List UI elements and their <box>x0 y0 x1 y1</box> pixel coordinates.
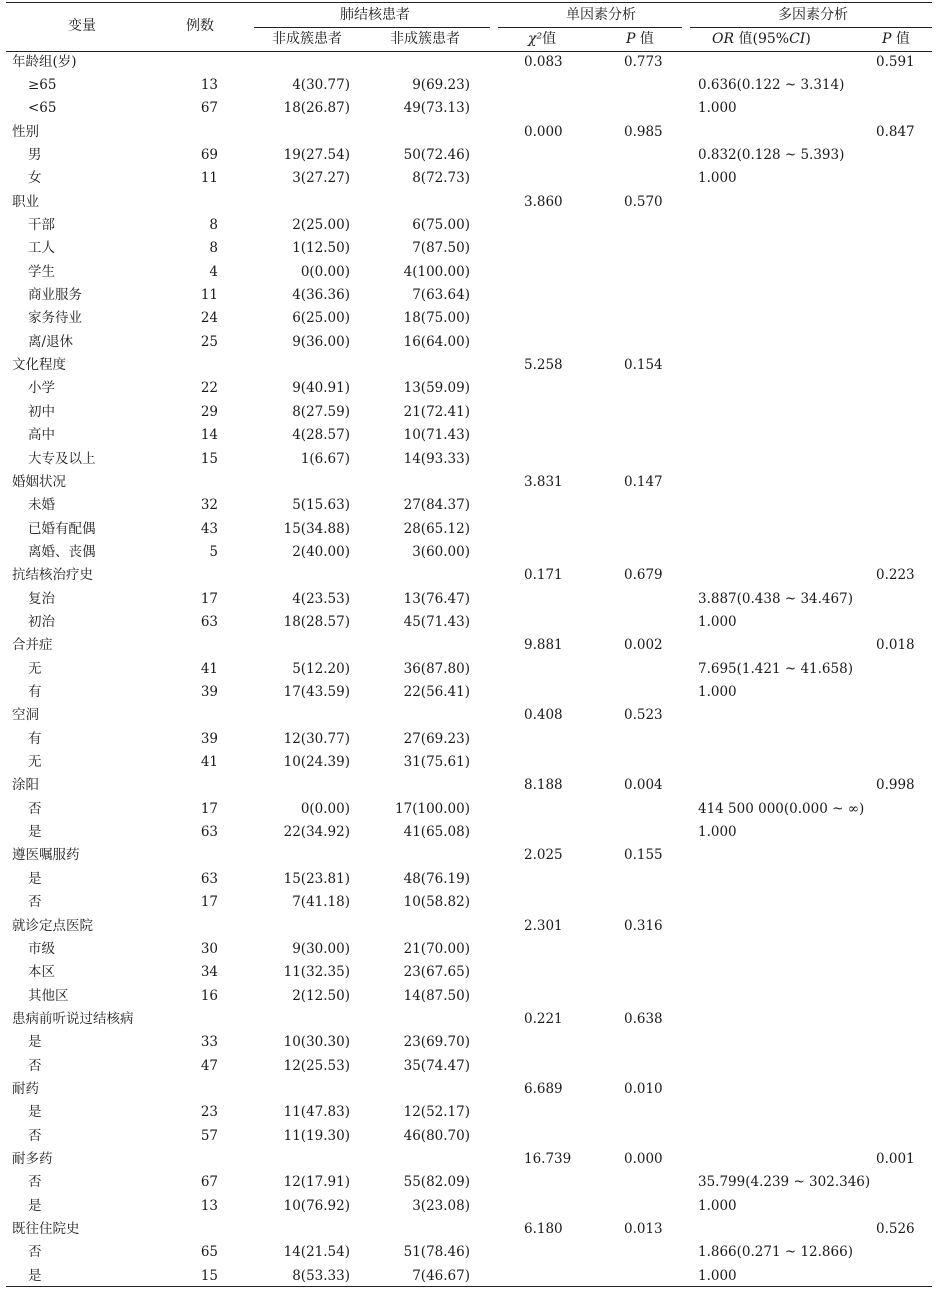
cell-cases: 69 <box>200 146 218 163</box>
table-row <box>6 751 932 774</box>
cell-group-a: 2(40.00) <box>292 543 350 560</box>
cell-or-ci: 3.887(0.438 ~ 34.467) <box>698 590 853 607</box>
cell-p-univariate: 0.154 <box>624 357 663 374</box>
cell-group-a: 11(32.35) <box>283 964 350 981</box>
cell-group-b: 7(46.67) <box>412 1267 470 1284</box>
table-row <box>6 1195 932 1218</box>
row-label: 离/退休 <box>28 333 74 350</box>
table-row <box>6 401 932 424</box>
cell-group-a: 9(40.91) <box>292 380 350 397</box>
cell-group-b: 27(84.37) <box>403 497 470 514</box>
cell-p-univariate: 0.002 <box>624 637 663 654</box>
cell-chi-square: 9.881 <box>524 637 563 654</box>
row-label: 初治 <box>28 613 55 630</box>
cell-cases: 65 <box>200 1244 218 1261</box>
cell-cases: 8 <box>209 217 218 233</box>
cell-or-ci: 1.000 <box>698 824 737 841</box>
row-label: 是 <box>28 1197 42 1214</box>
cell-cases: 13 <box>200 76 218 93</box>
row-label: 已婚有配偶 <box>28 520 96 537</box>
cell-group-b: 48(76.19) <box>403 870 470 887</box>
cell-p-univariate: 0.147 <box>624 473 663 490</box>
cell-group-a: 17(43.59) <box>283 684 350 700</box>
cell-cases: 23 <box>200 1104 218 1121</box>
cell-group-b: 7(87.50) <box>412 240 470 257</box>
header-col-b: 非成簇患者 <box>390 31 460 47</box>
cell-group-b: 55(82.09) <box>403 1174 470 1191</box>
cell-group-a: 15(34.88) <box>283 520 350 537</box>
cell-group-a: 9(30.00) <box>292 940 350 957</box>
cell-group-b: 8(72.73) <box>412 170 470 187</box>
multivariate-span-rule <box>690 27 932 28</box>
table-row <box>6 728 932 751</box>
cell-group-a: 18(26.87) <box>283 100 350 117</box>
cell-or-ci: 1.000 <box>698 100 737 117</box>
row-label: 既往住院史 <box>12 1221 80 1237</box>
cell-cases: 17 <box>200 894 218 911</box>
table-row <box>6 658 932 681</box>
cell-group-a: 4(23.53) <box>292 590 350 607</box>
header-or-ci: OR 值(95%CI) <box>712 31 811 47</box>
cell-cases: 41 <box>200 660 218 677</box>
cell-group-a: 18(28.57) <box>283 613 350 630</box>
cell-group-a: 3(27.27) <box>292 170 350 187</box>
cell-p-univariate: 0.523 <box>624 707 663 724</box>
cell-group-b: 3(60.00) <box>412 543 470 560</box>
cell-group-a: 8(53.33) <box>292 1267 350 1284</box>
cell-group-b: 18(75.00) <box>403 310 470 327</box>
row-label: ≥65 <box>28 76 57 93</box>
cell-cases: 13 <box>200 1197 218 1214</box>
table-row <box>6 1101 932 1124</box>
row-label: 是 <box>28 1034 42 1051</box>
cell-cases: 24 <box>200 310 218 327</box>
cell-group-a: 15(23.81) <box>283 870 350 887</box>
cell-p-univariate: 0.679 <box>624 567 663 584</box>
univariate-span-rule <box>498 27 682 28</box>
table-bottom-rule <box>6 1286 932 1287</box>
cell-cases: 33 <box>200 1034 218 1051</box>
header-variable: 变量 <box>68 18 96 34</box>
row-label: 婚姻状况 <box>12 473 66 490</box>
cell-group-a: 12(17.91) <box>283 1174 350 1191</box>
cell-group-b: 12(52.17) <box>403 1104 470 1121</box>
row-label: 无 <box>28 754 42 770</box>
row-label: 学生 <box>28 263 55 280</box>
cell-chi-square: 3.831 <box>524 473 563 490</box>
cell-p-univariate: 0.985 <box>624 123 663 140</box>
cell-chi-square: 16.739 <box>524 1151 572 1167</box>
cell-p-multivariate: 0.998 <box>876 777 915 794</box>
table-row <box>6 377 932 400</box>
table-row <box>6 1265 932 1288</box>
cell-group-a: 14(21.54) <box>283 1244 350 1261</box>
cell-or-ci: 0.636(0.122 ~ 3.314) <box>698 76 845 93</box>
cell-cases: 22 <box>200 380 218 397</box>
cell-cases: 14 <box>200 427 218 444</box>
table-row <box>6 74 932 97</box>
row-label: 否 <box>28 1057 42 1074</box>
row-label: 高中 <box>28 427 55 444</box>
header-univariate: 单因素分析 <box>566 7 636 23</box>
table-row <box>6 51 932 74</box>
row-label: 无 <box>28 660 42 677</box>
row-label: 有 <box>28 730 42 747</box>
cell-group-a: 11(19.30) <box>283 1127 350 1144</box>
cell-p-univariate: 0.000 <box>624 1151 663 1167</box>
cell-group-b: 14(87.50) <box>403 987 470 1004</box>
table-row <box>6 284 932 307</box>
cell-chi-square: 2.301 <box>524 917 563 934</box>
cell-group-a: 7(41.18) <box>292 894 350 911</box>
cell-group-b: 22(56.41) <box>403 684 470 700</box>
cell-chi-square: 0.408 <box>524 707 563 724</box>
cell-cases: 39 <box>200 730 218 747</box>
cell-group-b: 49(73.13) <box>403 100 470 117</box>
row-label: 空洞 <box>12 707 39 724</box>
table-top-rule <box>6 2 932 3</box>
table-row <box>6 1241 932 1264</box>
cell-group-b: 21(70.00) <box>403 940 470 957</box>
cell-group-a: 12(30.77) <box>283 730 350 747</box>
row-label: 文化程度 <box>12 357 66 374</box>
table-row <box>6 518 932 541</box>
header-group-title: 肺结核患者 <box>340 7 410 23</box>
table-row <box>6 97 932 120</box>
cell-or-ci: 0.832(0.128 ~ 5.393) <box>698 146 845 163</box>
cell-group-b: 23(69.70) <box>403 1034 470 1051</box>
cell-cases: 17 <box>200 800 218 817</box>
table-row <box>6 237 932 260</box>
row-label: 大专及以上 <box>28 450 96 467</box>
cell-cases: 17 <box>200 590 218 607</box>
table-row <box>6 821 932 844</box>
row-label: 耐药 <box>12 1080 39 1097</box>
row-label: 是 <box>28 870 42 887</box>
cell-chi-square: 0.083 <box>524 53 563 70</box>
cell-chi-square: 5.258 <box>524 357 563 374</box>
cell-group-b: 3(23.08) <box>412 1197 470 1214</box>
cell-or-ci: 1.866(0.271 ~ 12.866) <box>698 1244 853 1261</box>
cell-group-b: 41(65.08) <box>403 824 470 841</box>
row-label: 有 <box>28 684 42 700</box>
cell-group-a: 10(24.39) <box>283 754 350 770</box>
cell-p-multivariate: 0.847 <box>876 123 915 140</box>
cell-group-a: 4(30.77) <box>292 76 350 93</box>
cell-group-b: 13(59.09) <box>403 380 470 397</box>
table-row <box>6 938 932 961</box>
cell-group-b: 10(58.82) <box>403 894 470 911</box>
row-label: 小学 <box>28 380 55 397</box>
table-row <box>6 144 932 167</box>
table-row <box>6 424 932 447</box>
header-p-value-univariate: P 值 <box>626 31 654 47</box>
cell-cases: 4 <box>209 263 218 280</box>
table-row <box>6 261 932 284</box>
cell-group-b: 4(100.00) <box>403 263 470 280</box>
row-label: 就诊定点医院 <box>12 917 93 934</box>
cell-or-ci: 35.799(4.239 ~ 302.346) <box>698 1174 871 1191</box>
cell-cases: 47 <box>200 1057 218 1074</box>
table-row <box>6 798 932 821</box>
table-row <box>6 588 932 611</box>
cell-cases: 5 <box>209 543 218 560</box>
cell-p-univariate: 0.570 <box>624 193 663 210</box>
cell-cases: 15 <box>200 1267 218 1284</box>
table-row <box>6 844 932 867</box>
group-span-rule <box>254 27 490 28</box>
cell-cases: 41 <box>200 754 218 770</box>
cell-group-b: 17(100.00) <box>395 800 470 817</box>
header-chi-square: χ²值 <box>528 31 557 47</box>
cell-or-ci: 1.000 <box>698 1267 737 1284</box>
row-label: 初中 <box>28 403 55 420</box>
row-label: 离婚、丧偶 <box>28 543 96 560</box>
table-row <box>6 307 932 330</box>
cell-group-b: 13(76.47) <box>403 590 470 607</box>
table-row <box>6 167 932 190</box>
cell-group-a: 22(34.92) <box>283 824 350 841</box>
cell-group-b: 9(69.23) <box>412 76 470 93</box>
cell-group-a: 12(25.53) <box>283 1057 350 1074</box>
cell-p-multivariate: 0.001 <box>876 1151 915 1167</box>
row-label: 否 <box>28 1127 42 1144</box>
cell-group-b: 27(69.23) <box>403 730 470 747</box>
table-row <box>6 471 932 494</box>
table-row <box>6 494 932 517</box>
cell-group-b: 6(75.00) <box>412 217 470 233</box>
row-label: 否 <box>28 800 42 817</box>
table-row <box>6 891 932 914</box>
row-label: 干部 <box>28 217 55 233</box>
cell-cases: 63 <box>200 824 218 841</box>
cell-group-b: 36(87.80) <box>403 660 470 677</box>
cell-p-univariate: 0.010 <box>624 1080 663 1097</box>
cell-group-a: 1(12.50) <box>292 240 350 257</box>
cell-cases: 11 <box>200 287 218 303</box>
cell-cases: 67 <box>200 100 218 117</box>
row-label: 复治 <box>28 590 55 607</box>
cell-chi-square: 6.180 <box>524 1221 563 1237</box>
table-row <box>6 611 932 634</box>
row-label: 其他区 <box>28 987 69 1004</box>
cell-cases: 29 <box>200 403 218 420</box>
table-row <box>6 1078 932 1101</box>
cell-group-b: 46(80.70) <box>403 1127 470 1144</box>
table-row <box>6 1171 932 1194</box>
row-label: 否 <box>28 1174 42 1191</box>
cell-group-b: 7(63.64) <box>412 287 470 303</box>
header-cases: 例数 <box>186 18 214 34</box>
cell-group-a: 8(27.59) <box>292 403 350 420</box>
row-label: 涂阳 <box>12 777 39 794</box>
cell-group-b: 16(64.00) <box>403 333 470 350</box>
table-row <box>6 704 932 727</box>
table-row <box>6 331 932 354</box>
table-row <box>6 985 932 1008</box>
cell-group-a: 0(0.00) <box>300 800 350 817</box>
row-label: 商业服务 <box>28 287 82 303</box>
header-multivariate: 多因素分析 <box>778 7 848 23</box>
cell-chi-square: 0.171 <box>524 567 563 584</box>
cell-group-a: 0(0.00) <box>300 263 350 280</box>
table-row <box>6 1055 932 1078</box>
cell-group-a: 4(36.36) <box>292 287 350 303</box>
cell-cases: 25 <box>200 333 218 350</box>
cell-group-a: 2(12.50) <box>292 987 350 1004</box>
table-row <box>6 1008 932 1031</box>
cell-chi-square: 8.188 <box>524 777 563 794</box>
row-label: 本区 <box>28 964 55 981</box>
table-row <box>6 634 932 657</box>
cell-or-ci: 1.000 <box>698 684 737 700</box>
row-label: <65 <box>28 100 57 117</box>
cell-p-multivariate: 0.018 <box>876 637 915 654</box>
cell-group-a: 4(28.57) <box>292 427 350 444</box>
row-label: 遵医嘱服药 <box>12 847 80 864</box>
cell-chi-square: 0.221 <box>524 1010 563 1027</box>
header-col-a: 非成簇患者 <box>272 31 342 47</box>
table-row <box>6 1218 932 1241</box>
cell-cases: 16 <box>200 987 218 1004</box>
cell-group-b: 35(74.47) <box>403 1057 470 1074</box>
row-label: 性别 <box>12 123 39 140</box>
cell-cases: 39 <box>200 684 218 700</box>
row-label: 职业 <box>12 193 39 210</box>
cell-p-univariate: 0.004 <box>624 777 663 794</box>
cell-cases: 57 <box>200 1127 218 1144</box>
header-p-value-multivariate: P 值 <box>882 31 910 47</box>
cell-cases: 34 <box>200 964 218 981</box>
cell-chi-square: 3.860 <box>524 193 563 210</box>
cell-p-univariate: 0.316 <box>624 917 663 934</box>
table-row <box>6 774 932 797</box>
cell-group-a: 10(76.92) <box>283 1197 350 1214</box>
cell-p-univariate: 0.638 <box>624 1010 663 1027</box>
table-row <box>6 191 932 214</box>
cell-group-a: 5(15.63) <box>292 497 350 514</box>
row-label: 否 <box>28 894 42 911</box>
row-label: 市级 <box>28 940 55 957</box>
cell-cases: 67 <box>200 1174 218 1191</box>
row-label: 工人 <box>28 240 55 257</box>
cell-cases: 43 <box>200 520 218 537</box>
table-row <box>6 961 932 984</box>
cell-chi-square: 0.000 <box>524 123 563 140</box>
table-row <box>6 354 932 377</box>
cell-group-b: 45(71.43) <box>403 613 470 630</box>
table-row <box>6 448 932 471</box>
cell-cases: 32 <box>200 497 218 514</box>
cell-group-a: 6(25.00) <box>292 310 350 327</box>
cell-group-b: 51(78.46) <box>403 1244 470 1261</box>
row-label: 耐多药 <box>12 1151 53 1167</box>
cell-chi-square: 2.025 <box>524 847 563 864</box>
row-label: 年龄组(岁) <box>12 53 77 70</box>
cell-group-a: 11(47.83) <box>283 1104 350 1121</box>
row-label: 家务待业 <box>28 310 82 327</box>
cell-group-b: 14(93.33) <box>403 450 470 467</box>
row-label: 患病前听说过结核病 <box>12 1010 134 1027</box>
table-row <box>6 1125 932 1148</box>
cell-group-b: 23(67.65) <box>403 964 470 981</box>
cell-group-b: 50(72.46) <box>403 146 470 163</box>
cell-p-univariate: 0.155 <box>624 847 663 864</box>
cell-or-ci: 1.000 <box>698 170 737 187</box>
cell-group-b: 21(72.41) <box>403 403 470 420</box>
cell-group-a: 2(25.00) <box>292 217 350 233</box>
cell-cases: 11 <box>200 170 218 187</box>
cell-cases: 15 <box>200 450 218 467</box>
row-label: 女 <box>28 170 42 187</box>
table-row <box>6 1031 932 1054</box>
cell-group-b: 28(65.12) <box>403 520 470 537</box>
row-label: 是 <box>28 1267 42 1284</box>
cell-or-ci: 1.000 <box>698 613 737 630</box>
table-row <box>6 121 932 144</box>
row-label: 抗结核治疗史 <box>12 567 93 584</box>
row-label: 未婚 <box>28 497 55 514</box>
table-row <box>6 1148 932 1171</box>
table-row <box>6 681 932 704</box>
cell-cases: 8 <box>209 240 218 257</box>
cell-p-multivariate: 0.591 <box>876 53 915 70</box>
row-label: 合并症 <box>12 637 53 654</box>
cell-p-univariate: 0.773 <box>624 53 663 70</box>
cell-p-multivariate: 0.526 <box>876 1221 915 1237</box>
cell-group-b: 10(71.43) <box>403 427 470 444</box>
cell-group-a: 19(27.54) <box>283 146 350 163</box>
row-label: 是 <box>28 1104 42 1121</box>
table-row <box>6 214 932 237</box>
cell-or-ci: 7.695(1.421 ~ 41.658) <box>698 660 853 677</box>
table-row <box>6 564 932 587</box>
cell-group-a: 9(36.00) <box>292 333 350 350</box>
cell-chi-square: 6.689 <box>524 1080 563 1097</box>
cell-or-ci: 1.000 <box>698 1197 737 1214</box>
cell-cases: 30 <box>200 940 218 957</box>
cell-or-ci: 414 500 000(0.000 ~ ∞) <box>698 800 865 817</box>
table-row <box>6 915 932 938</box>
cell-group-b: 31(75.61) <box>403 754 470 770</box>
table-row <box>6 868 932 891</box>
cell-group-a: 10(30.30) <box>283 1034 350 1051</box>
row-label: 是 <box>28 824 42 841</box>
row-label: 男 <box>28 146 42 163</box>
cell-group-a: 5(12.20) <box>292 660 350 677</box>
cell-p-multivariate: 0.223 <box>876 567 915 584</box>
cell-cases: 63 <box>200 870 218 887</box>
table-row <box>6 541 932 564</box>
row-label: 否 <box>28 1244 42 1261</box>
cell-p-univariate: 0.013 <box>624 1221 663 1237</box>
cell-group-a: 1(6.67) <box>300 450 350 467</box>
cell-cases: 63 <box>200 613 218 630</box>
